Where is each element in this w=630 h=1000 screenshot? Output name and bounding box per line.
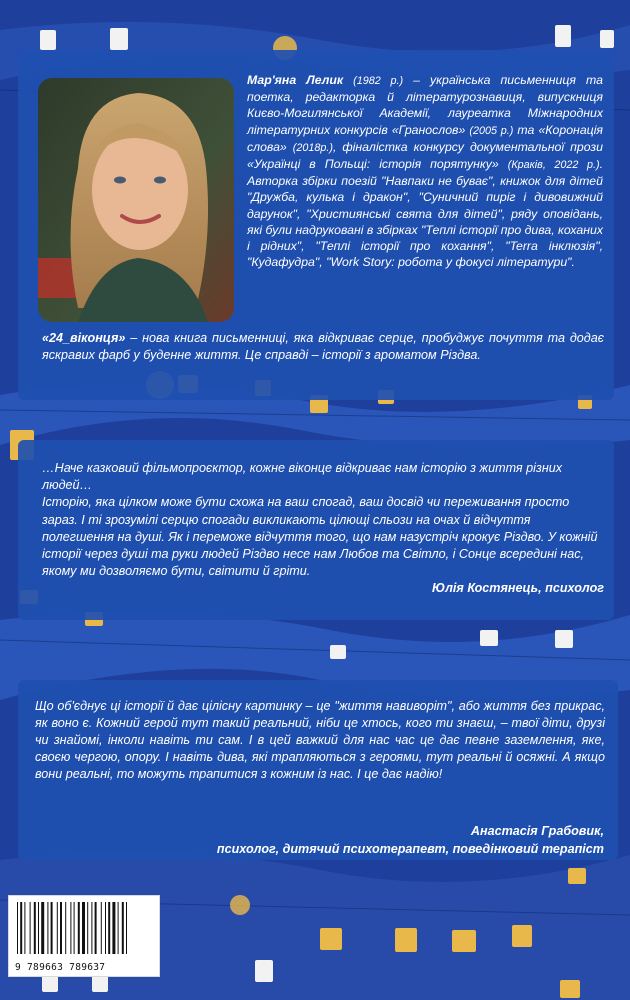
book-announcement: [42, 330, 604, 364]
barcode-bar: [20, 902, 22, 954]
barcode-bar: [70, 902, 71, 954]
bio-text-2: та «Коронація слова»: [247, 122, 603, 154]
review1-body: Історію, яка цілком може бути схожа на ваш спогад, ваш досвід чи переживання просто зараз. І ті зрозумілі серцю спогади викликають цілющі сльози на очах й відчуття полегшення на душі. Як і переможе відчуття того, що нам назустріч крокує Різдво. У кожній історії через душі та руки людей Різдво несе нам Любов та Світло, і Сонце всередині нас, якому ми дозволяємо бути, світити й гріти.: [42, 495, 598, 579]
bio-year-3: (Краків, 2022 р.): [507, 159, 600, 172]
barcode-bar: [122, 902, 124, 954]
barcode-number: 9 789663 789637: [15, 962, 106, 973]
barcode-bar: [112, 902, 115, 954]
announcement-text: – нова книга письменниці, яка відкриває серце, пробуджує почуття та додає яскравих фарб у буденне життя. Це справді – історії з ароматом Різдва.: [42, 331, 604, 362]
barcode-bar: [91, 902, 92, 954]
barcode-bar: [105, 902, 106, 954]
barcode-bar: [38, 902, 39, 954]
barcode-bar: [51, 902, 53, 954]
barcode-bar: [30, 902, 31, 954]
author-bio: [247, 72, 603, 270]
barcode-bar: [24, 902, 25, 954]
bio-text-1: – українська письменниця та поетка, редакторка й літературознавиця, випускниця Києво-Могилянської Академії, лауреатка Міжнародних літературних конкурсів «Гранослов»: [247, 73, 603, 137]
review2-signature-name: Анастасія Грабовик,: [470, 824, 604, 838]
barcode-bar: [34, 902, 36, 954]
review-hrabovyk: [35, 698, 605, 783]
barcode-bar: [126, 902, 127, 954]
review-kostyanets: [42, 460, 604, 598]
barcode-bar: [60, 902, 62, 954]
author-photo: [38, 78, 234, 322]
barcode-bar: [118, 902, 119, 954]
barcode-bar: [108, 902, 110, 954]
bio-text-4: . Авторка збірки поезій "Навпаки не буває", книжок для дітей "Дружба, кулька і дракон", "Суничний пиріг і дивовижний дарунок", "Християнські свята для дітей", ряду оповідань, які були надруковані в збірках "Теплі історії про дива, коханих і рідних", "Теплі історії про кохання", "Terra інклюзія", "Кудафудра", "Work Story: робота у фокусі літератури".: [247, 157, 604, 270]
review2-signature: [217, 822, 604, 858]
barcode-bar: [78, 902, 80, 954]
barcode-bar: [17, 902, 18, 954]
barcode-bar: [41, 902, 44, 954]
barcode-bar: [95, 902, 97, 954]
author-years: (1982 р.): [353, 75, 404, 87]
bio-year-2: (2018р.): [292, 141, 333, 154]
bio-year-1: (2005 р.): [469, 124, 514, 137]
isbn-barcode: [8, 895, 160, 977]
book-title: «24_віконця»: [42, 331, 126, 345]
barcode-bar: [57, 902, 58, 954]
review1-intro: …Наче казковий фільмопроєктор, кожне віконце відкриває нам історію з життя різних людей…: [42, 461, 563, 493]
barcode-bar: [82, 902, 85, 954]
author-name: Мар'яна Лелик: [247, 73, 344, 87]
barcode-bar: [47, 902, 48, 954]
review2-body: Що об'єднує ці історії й дає цілісну картинку – це "життя навиворіт", або життя без прикрас, як воно є. Кожний герой тут такий реальний, ніби це хтось, кого ти знаєш, – твої діти, друзі чи знайомі, інколи навіть ти сам. І в цей важкий для нас час це дає певне заземлення, яке, своєю чергою, опору. І навіть дива, які трапляються з героями, тут реальні й осяжні. А якщо вони реальні, то можуть трапитися з кожним із нас. І це дає надію!: [35, 699, 605, 781]
review1-signature: Юлія Костянець, психолог: [431, 581, 604, 596]
review2-signature-role: психолог, дитячий психотерапевт, поведінковий терапіст: [216, 842, 604, 856]
barcode-bar: [74, 902, 75, 954]
barcode-bars: [15, 902, 153, 954]
bio-text-3: , фіналістка конкурсу документальної прози «Українці в Польщі: історія порятунку»: [247, 139, 603, 172]
barcode-bar: [101, 902, 102, 954]
barcode-bar: [87, 902, 88, 954]
barcode-bar: [65, 902, 66, 954]
